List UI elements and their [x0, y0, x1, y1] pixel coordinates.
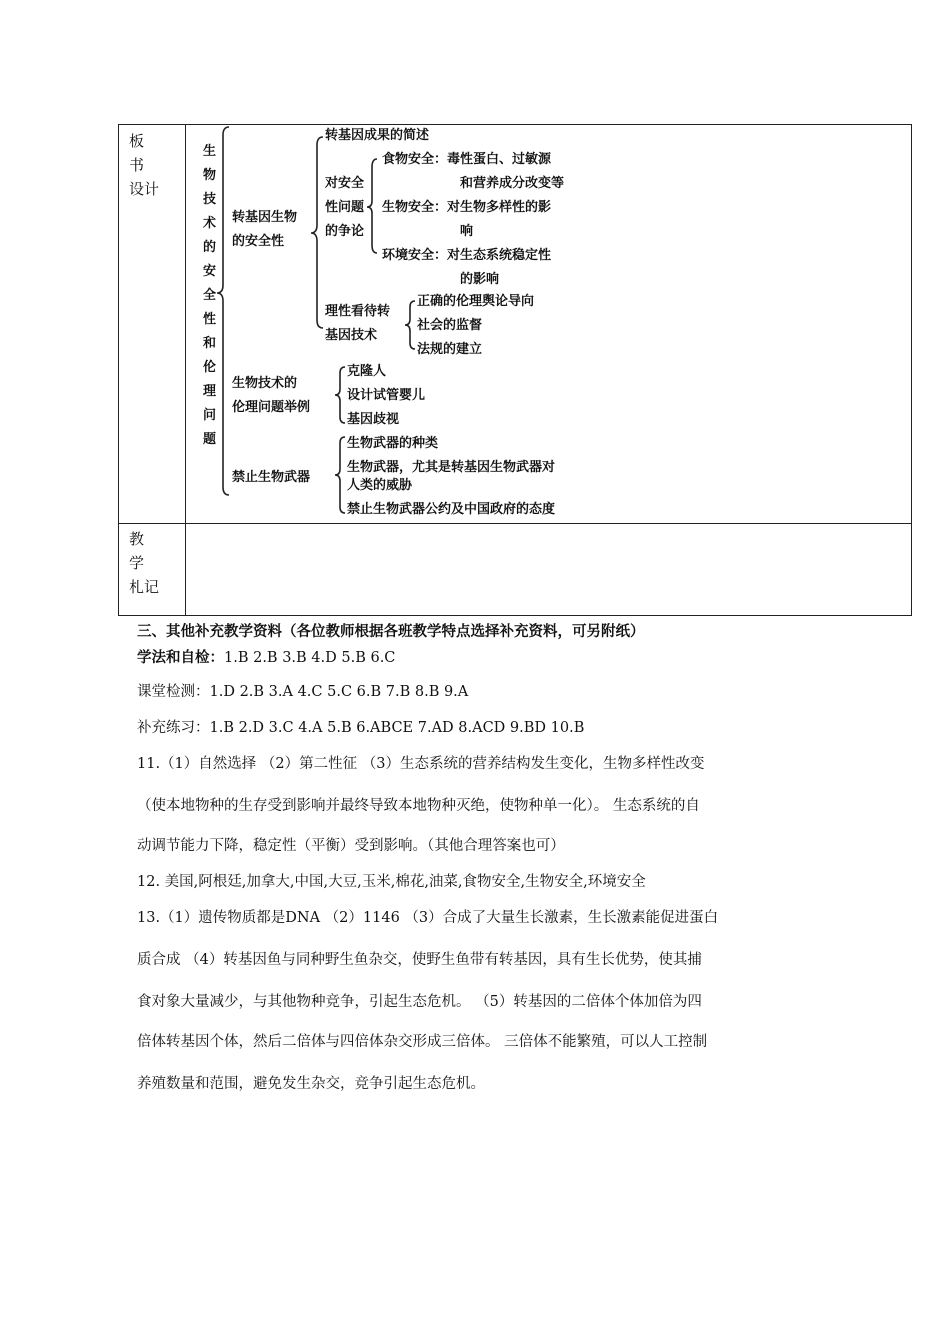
main-brace [217, 127, 229, 495]
root-char: 安 [203, 264, 217, 279]
rational-title: 理性看待转 [325, 304, 391, 319]
food-safety: 食物安全：毒性蛋白、过敏源 [382, 152, 552, 167]
weapon-item: 生物武器，尤其是转基因生物武器对 [347, 460, 556, 475]
board-design-label [129, 129, 181, 201]
root-title [202, 143, 217, 447]
food-safety: 和营养成分改变等 [460, 176, 565, 191]
summary-text: 转基因成果的简述 [325, 128, 430, 143]
weapon-item: 生物武器的种类 [347, 436, 439, 451]
root-char: 和 [203, 336, 217, 351]
rational-brace [405, 301, 415, 349]
root-char: 生 [203, 144, 217, 159]
rational-item: 正确的伦理舆论导向 [417, 294, 535, 309]
lesson-table [118, 124, 912, 616]
q13-answer: 食对象大量减少，与其他物种竞争，引起生态危机。 （5）转基因的二倍体个体加倍为四 [137, 994, 702, 1010]
branch-a-brace [311, 137, 323, 328]
ethics-example: 基因歧视 [347, 412, 400, 427]
bio-safety: 响 [460, 224, 474, 239]
weapon-item: 人类的威胁 [347, 478, 413, 493]
rational-item: 社会的监督 [417, 318, 483, 333]
q11-answer: 动调节能力下降，稳定性（平衡）受到影响。（其他合理答案也可） [137, 838, 565, 854]
root-char: 全 [203, 288, 217, 303]
bio-safety: 生物安全：对生物多样性的影 [382, 200, 552, 215]
q11-answer: （使本地物种的生存受到影响并最终导致本地物种灭绝，使物种单一化）。 生态系统的自 [137, 798, 700, 814]
self-check-answers: 1.B 2.B 3.B 4.D 5.B 6.C [224, 650, 396, 666]
q11-answer: 11.（1）自然选择 （2）第二性征 （3）生态系统的营养结构发生变化，生物多样性改变 [137, 756, 705, 772]
ethics-example: 克隆人 [347, 364, 387, 379]
env-safety: 的影响 [460, 272, 500, 287]
root-char: 性 [203, 312, 217, 327]
board-label-line2: 设计 [129, 180, 160, 198]
teaching-notes-label [129, 527, 181, 599]
class-test-answers: 课堂检测：1.D 2.B 3.A 4.C 5.C 6.B 7.B 8.B 9.A [137, 684, 469, 700]
table-column-divider [185, 125, 186, 615]
notes-label-line2: 札记 [129, 578, 160, 596]
branch-b-title: 伦理问题举例 [232, 400, 311, 415]
branch-b-title: 生物技术的 [232, 376, 298, 391]
debate-title: 对安全 [325, 176, 365, 191]
root-char: 问 [203, 408, 217, 423]
root-char: 题 [203, 432, 217, 447]
branch-c-brace [335, 437, 345, 513]
root-char: 技 [203, 192, 217, 207]
weapon-item: 禁止生物武器公约及中国政府的态度 [347, 502, 556, 517]
root-char: 术 [203, 216, 217, 231]
debate-title: 性问题 [325, 200, 365, 215]
board-label-line1: 板 书 [129, 132, 163, 174]
notes-label-line1: 教 学 [129, 530, 163, 572]
q13-answer: 质合成 （4）转基因鱼与同种野生鱼杂交，使野生鱼带有转基因，具有生长优势，使其捕 [137, 952, 702, 968]
q13-answer: 倍体转基因个体，然后二倍体与四倍体杂交形成三倍体。 三倍体不能繁殖，可以人工控制 [137, 1034, 708, 1050]
self-check-line [137, 646, 395, 667]
rational-item: 法规的建立 [417, 342, 483, 357]
debate-title: 的争论 [325, 224, 365, 239]
branch-a-title: 的安全性 [232, 234, 285, 249]
q13-answer: 13.（1）遗传物质都是DNA （2）1146 （3）合成了大量生长激素，生长激素能促进蛋白 [137, 910, 719, 926]
branch-c-title: 禁止生物武器 [232, 470, 311, 485]
supplement-answers: 补充练习：1.B 2.D 3.C 4.A 5.B 6.ABCE 7.AD 8.ACD 9.BD 10.B [137, 720, 585, 736]
root-char: 理 [203, 384, 217, 399]
ethics-example: 设计试管婴儿 [347, 388, 426, 403]
board-concept-diagram [195, 125, 625, 521]
debate-brace [367, 159, 377, 253]
rational-title: 基因技术 [325, 328, 378, 343]
root-char: 伦 [203, 360, 217, 375]
q13-answer: 养殖数量和范围，避免发生杂交，竞争引起生态危机。 [137, 1076, 485, 1092]
table-row-divider [119, 523, 911, 524]
env-safety: 环境安全：对生态系统稳定性 [382, 248, 552, 263]
branch-a-title: 转基因生物 [232, 210, 298, 225]
self-check-label: 学法和自检： [137, 650, 224, 666]
section-heading: 三、其他补充教学资料（各位教师根据各班教学特点选择补充资料，可另附纸） [137, 624, 645, 640]
root-char: 物 [203, 168, 217, 183]
q12-answer: 12. 美国,阿根廷,加拿大,中国,大豆,玉米,棉花,油菜,食物安全,生物安全,环境安全 [137, 874, 646, 890]
root-char: 的 [203, 240, 217, 255]
branch-b-brace [335, 367, 345, 423]
